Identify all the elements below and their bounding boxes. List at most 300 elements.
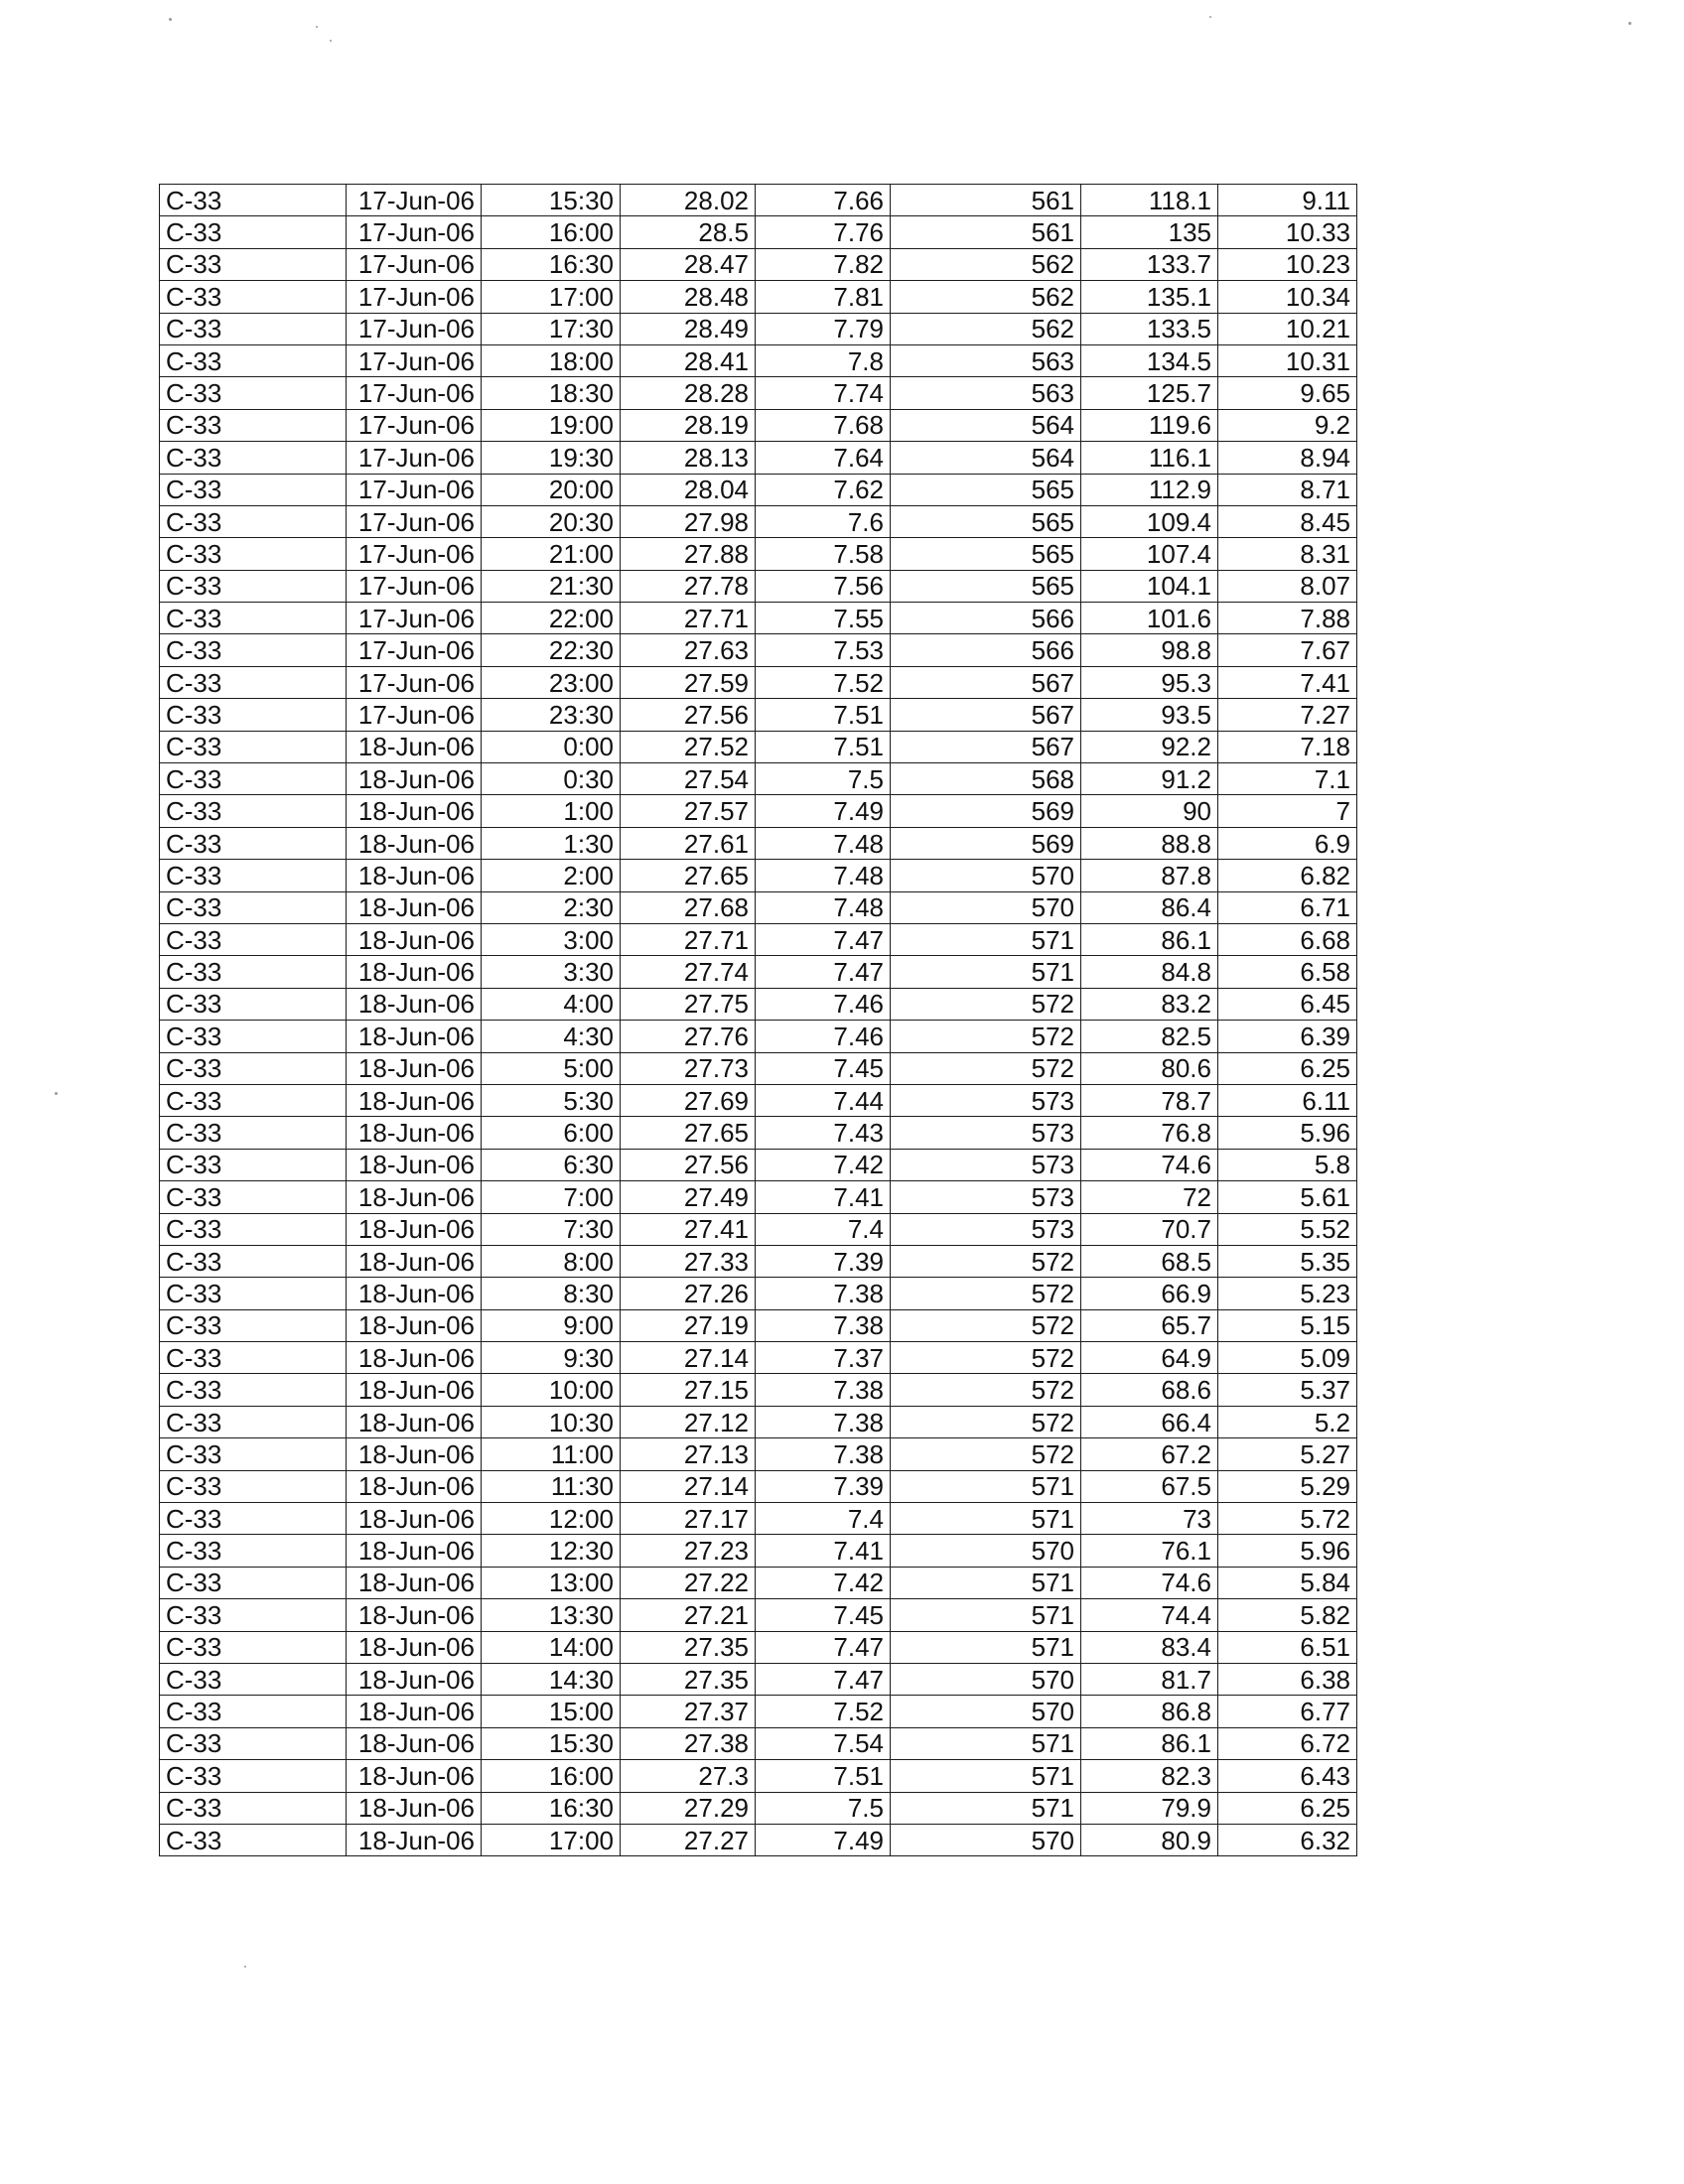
station-cell: C-33 [160,1727,347,1759]
value-cell-1: 27.54 [621,763,756,795]
table-row [160,1149,1357,1180]
value-cell-4: 116.1 [1081,442,1218,474]
value-cell-3: 567 [891,666,1081,698]
station-cell: C-33 [160,666,347,698]
table-row [160,956,1357,988]
table-row [160,795,1357,827]
value-cell-2: 7.38 [756,1309,891,1341]
value-cell-4: 65.7 [1081,1309,1218,1341]
value-cell-3: 561 [891,185,1081,216]
time-cell: 6:00 [482,1117,621,1149]
date-cell: 18-Jun-06 [347,1727,482,1759]
value-cell-5: 5.96 [1218,1117,1357,1149]
station-cell: C-33 [160,344,347,376]
value-cell-2: 7.47 [756,1663,891,1695]
station-cell: C-33 [160,827,347,859]
date-cell: 18-Jun-06 [347,1213,482,1245]
value-cell-3: 566 [891,603,1081,634]
value-cell-3: 563 [891,344,1081,376]
value-cell-1: 27.22 [621,1567,756,1598]
value-cell-2: 7.51 [756,1760,891,1792]
value-cell-2: 7.38 [756,1278,891,1309]
time-cell: 20:00 [482,474,621,505]
value-cell-2: 7.55 [756,603,891,634]
table-row [160,827,1357,859]
value-cell-5: 7.88 [1218,603,1357,634]
station-cell: C-33 [160,1631,347,1663]
time-cell: 6:30 [482,1149,621,1180]
value-cell-1: 27.69 [621,1084,756,1116]
value-cell-1: 27.29 [621,1792,756,1824]
station-cell: C-33 [160,1117,347,1149]
value-cell-5: 6.51 [1218,1631,1357,1663]
station-cell: C-33 [160,216,347,248]
station-cell: C-33 [160,505,347,537]
value-cell-4: 109.4 [1081,505,1218,537]
value-cell-3: 572 [891,1438,1081,1470]
date-cell: 17-Jun-06 [347,570,482,602]
station-cell: C-33 [160,1245,347,1277]
table-row [160,1503,1357,1535]
date-cell: 18-Jun-06 [347,891,482,923]
table-row [160,1760,1357,1792]
value-cell-3: 572 [891,988,1081,1020]
table-row [160,1663,1357,1695]
value-cell-4: 133.7 [1081,248,1218,280]
table-row [160,1406,1357,1437]
value-cell-4: 86.4 [1081,891,1218,923]
value-cell-1: 27.13 [621,1438,756,1470]
date-cell: 17-Jun-06 [347,313,482,344]
date-cell: 17-Jun-06 [347,281,482,313]
time-cell: 3:00 [482,923,621,955]
value-cell-5: 5.61 [1218,1181,1357,1213]
date-cell: 18-Jun-06 [347,1406,482,1437]
value-cell-2: 7.5 [756,1792,891,1824]
date-cell: 18-Jun-06 [347,1309,482,1341]
value-cell-4: 81.7 [1081,1663,1218,1695]
table-row [160,988,1357,1020]
value-cell-5: 5.09 [1218,1342,1357,1374]
value-cell-4: 90 [1081,795,1218,827]
value-cell-3: 570 [891,891,1081,923]
value-cell-2: 7.44 [756,1084,891,1116]
time-cell: 23:30 [482,699,621,731]
date-cell: 18-Jun-06 [347,827,482,859]
value-cell-5: 7.1 [1218,763,1357,795]
time-cell: 4:30 [482,1021,621,1052]
value-cell-1: 27.14 [621,1342,756,1374]
value-cell-3: 570 [891,1535,1081,1567]
value-cell-3: 573 [891,1117,1081,1149]
table-row [160,666,1357,698]
value-cell-3: 562 [891,248,1081,280]
value-cell-3: 573 [891,1181,1081,1213]
time-cell: 4:00 [482,988,621,1020]
value-cell-5: 5.72 [1218,1503,1357,1535]
time-cell: 5:00 [482,1052,621,1084]
value-cell-1: 27.75 [621,988,756,1020]
time-cell: 14:30 [482,1663,621,1695]
value-cell-5: 6.68 [1218,923,1357,955]
time-cell: 23:00 [482,666,621,698]
time-cell: 16:00 [482,216,621,248]
value-cell-1: 28.48 [621,281,756,313]
value-cell-4: 86.1 [1081,923,1218,955]
value-cell-5: 8.45 [1218,505,1357,537]
date-cell: 18-Jun-06 [347,1535,482,1567]
table-row [160,860,1357,891]
value-cell-1: 27.98 [621,505,756,537]
value-cell-3: 572 [891,1342,1081,1374]
value-cell-3: 573 [891,1149,1081,1180]
value-cell-3: 561 [891,216,1081,248]
time-cell: 17:30 [482,313,621,344]
value-cell-2: 7.45 [756,1052,891,1084]
station-cell: C-33 [160,1824,347,1855]
table-row [160,474,1357,505]
value-cell-5: 5.15 [1218,1309,1357,1341]
time-cell: 12:00 [482,1503,621,1535]
value-cell-5: 7.18 [1218,731,1357,762]
time-cell: 2:30 [482,891,621,923]
station-cell: C-33 [160,185,347,216]
table-row [160,344,1357,376]
value-cell-2: 7.45 [756,1599,891,1631]
value-cell-2: 7.51 [756,731,891,762]
value-cell-5: 7.67 [1218,634,1357,666]
date-cell: 18-Jun-06 [347,1117,482,1149]
value-cell-1: 27.26 [621,1278,756,1309]
value-cell-5: 5.37 [1218,1374,1357,1406]
table-row [160,248,1357,280]
value-cell-5: 6.38 [1218,1663,1357,1695]
value-cell-1: 28.41 [621,344,756,376]
value-cell-2: 7.48 [756,860,891,891]
date-cell: 18-Jun-06 [347,1503,482,1535]
value-cell-2: 7.41 [756,1181,891,1213]
value-cell-5: 7 [1218,795,1357,827]
value-cell-1: 27.12 [621,1406,756,1437]
value-cell-3: 571 [891,1470,1081,1502]
value-cell-4: 68.6 [1081,1374,1218,1406]
time-cell: 15:30 [482,1727,621,1759]
value-cell-4: 101.6 [1081,603,1218,634]
value-cell-1: 27.57 [621,795,756,827]
value-cell-1: 27.38 [621,1727,756,1759]
value-cell-5: 6.71 [1218,891,1357,923]
value-cell-4: 66.4 [1081,1406,1218,1437]
date-cell: 18-Jun-06 [347,1021,482,1052]
time-cell: 0:30 [482,763,621,795]
station-cell: C-33 [160,1438,347,1470]
time-cell: 17:00 [482,281,621,313]
station-cell: C-33 [160,1021,347,1052]
scan-speck [55,1092,58,1095]
station-cell: C-33 [160,1599,347,1631]
value-cell-4: 86.8 [1081,1696,1218,1727]
station-cell: C-33 [160,956,347,988]
value-cell-1: 27.14 [621,1470,756,1502]
time-cell: 1:00 [482,795,621,827]
station-cell: C-33 [160,860,347,891]
station-cell: C-33 [160,248,347,280]
value-cell-2: 7.8 [756,344,891,376]
value-cell-2: 7.47 [756,923,891,955]
value-cell-5: 5.82 [1218,1599,1357,1631]
value-cell-1: 27.49 [621,1181,756,1213]
value-cell-5: 8.71 [1218,474,1357,505]
value-cell-5: 9.11 [1218,185,1357,216]
value-cell-2: 7.42 [756,1567,891,1598]
value-cell-4: 80.9 [1081,1824,1218,1855]
value-cell-3: 567 [891,699,1081,731]
value-cell-3: 569 [891,795,1081,827]
station-cell: C-33 [160,1760,347,1792]
station-cell: C-33 [160,1663,347,1695]
value-cell-4: 83.4 [1081,1631,1218,1663]
station-cell: C-33 [160,1309,347,1341]
value-cell-5: 6.39 [1218,1021,1357,1052]
value-cell-1: 28.47 [621,248,756,280]
table-row [160,731,1357,762]
time-cell: 7:30 [482,1213,621,1245]
table-row [160,1309,1357,1341]
value-cell-3: 572 [891,1021,1081,1052]
value-cell-3: 571 [891,1792,1081,1824]
value-cell-2: 7.66 [756,185,891,216]
value-cell-4: 70.7 [1081,1213,1218,1245]
value-cell-4: 133.5 [1081,313,1218,344]
station-cell: C-33 [160,1278,347,1309]
station-cell: C-33 [160,538,347,570]
value-cell-2: 7.5 [756,763,891,795]
value-cell-1: 27.56 [621,699,756,731]
value-cell-2: 7.4 [756,1503,891,1535]
value-cell-4: 91.2 [1081,763,1218,795]
value-cell-1: 27.65 [621,1117,756,1149]
date-cell: 17-Jun-06 [347,248,482,280]
value-cell-2: 7.81 [756,281,891,313]
value-cell-1: 27.21 [621,1599,756,1631]
value-cell-2: 7.62 [756,474,891,505]
value-cell-4: 67.2 [1081,1438,1218,1470]
value-cell-2: 7.48 [756,891,891,923]
time-cell: 13:00 [482,1567,621,1598]
value-cell-2: 7.82 [756,248,891,280]
value-cell-4: 72 [1081,1181,1218,1213]
value-cell-3: 571 [891,1567,1081,1598]
value-cell-2: 7.56 [756,570,891,602]
table-row [160,1727,1357,1759]
value-cell-1: 27.63 [621,634,756,666]
table-row [160,1278,1357,1309]
station-cell: C-33 [160,603,347,634]
value-cell-2: 7.41 [756,1535,891,1567]
table-row [160,538,1357,570]
date-cell: 18-Jun-06 [347,1696,482,1727]
table-row [160,603,1357,634]
value-cell-5: 10.33 [1218,216,1357,248]
value-cell-5: 10.23 [1218,248,1357,280]
table-row [160,1245,1357,1277]
date-cell: 17-Jun-06 [347,699,482,731]
value-cell-3: 571 [891,1631,1081,1663]
scan-speck [1209,16,1211,18]
value-cell-4: 76.8 [1081,1117,1218,1149]
value-cell-4: 119.6 [1081,409,1218,441]
value-cell-4: 93.5 [1081,699,1218,731]
date-cell: 17-Jun-06 [347,634,482,666]
value-cell-3: 571 [891,1727,1081,1759]
value-cell-3: 570 [891,860,1081,891]
time-cell: 16:30 [482,1792,621,1824]
time-cell: 12:30 [482,1535,621,1567]
date-cell: 18-Jun-06 [347,731,482,762]
value-cell-5: 5.27 [1218,1438,1357,1470]
value-cell-3: 563 [891,377,1081,409]
time-cell: 22:00 [482,603,621,634]
time-cell: 13:30 [482,1599,621,1631]
value-cell-1: 27.3 [621,1760,756,1792]
table-row [160,763,1357,795]
table-row [160,1374,1357,1406]
value-cell-1: 28.02 [621,185,756,216]
table-row [160,1213,1357,1245]
value-cell-1: 27.61 [621,827,756,859]
value-cell-2: 7.53 [756,634,891,666]
value-cell-3: 565 [891,505,1081,537]
date-cell: 18-Jun-06 [347,988,482,1020]
value-cell-4: 82.3 [1081,1760,1218,1792]
value-cell-4: 79.9 [1081,1792,1218,1824]
time-cell: 11:00 [482,1438,621,1470]
value-cell-2: 7.43 [756,1117,891,1149]
station-cell: C-33 [160,1052,347,1084]
date-cell: 18-Jun-06 [347,1052,482,1084]
table-row [160,1599,1357,1631]
table-row [160,505,1357,537]
time-cell: 15:00 [482,1696,621,1727]
value-cell-3: 562 [891,281,1081,313]
value-cell-3: 572 [891,1052,1081,1084]
value-cell-2: 7.76 [756,216,891,248]
table-row [160,1438,1357,1470]
value-cell-4: 73 [1081,1503,1218,1535]
value-cell-5: 8.07 [1218,570,1357,602]
value-cell-3: 565 [891,474,1081,505]
value-cell-3: 572 [891,1278,1081,1309]
station-cell: C-33 [160,1406,347,1437]
table-row [160,313,1357,344]
time-cell: 2:00 [482,860,621,891]
value-cell-2: 7.47 [756,1631,891,1663]
value-cell-5: 5.52 [1218,1213,1357,1245]
date-cell: 17-Jun-06 [347,216,482,248]
scan-speck [169,18,172,21]
scan-speck [1628,22,1631,25]
table-row [160,1084,1357,1116]
table-row [160,1052,1357,1084]
value-cell-3: 565 [891,538,1081,570]
date-cell: 18-Jun-06 [347,1470,482,1502]
value-cell-5: 9.65 [1218,377,1357,409]
value-cell-4: 68.5 [1081,1245,1218,1277]
value-cell-5: 6.82 [1218,860,1357,891]
value-cell-3: 572 [891,1374,1081,1406]
value-cell-5: 6.77 [1218,1696,1357,1727]
date-cell: 18-Jun-06 [347,1245,482,1277]
station-cell: C-33 [160,1696,347,1727]
date-cell: 18-Jun-06 [347,1599,482,1631]
value-cell-3: 571 [891,1760,1081,1792]
date-cell: 18-Jun-06 [347,1567,482,1598]
value-cell-1: 27.33 [621,1245,756,1277]
value-cell-5: 10.21 [1218,313,1357,344]
time-cell: 10:30 [482,1406,621,1437]
value-cell-3: 565 [891,570,1081,602]
value-cell-1: 27.71 [621,603,756,634]
value-cell-2: 7.46 [756,1021,891,1052]
value-cell-5: 5.29 [1218,1470,1357,1502]
table-row [160,216,1357,248]
time-cell: 5:30 [482,1084,621,1116]
date-cell: 17-Jun-06 [347,474,482,505]
value-cell-5: 5.8 [1218,1149,1357,1180]
value-cell-2: 7.54 [756,1727,891,1759]
table-row [160,1470,1357,1502]
value-cell-1: 28.5 [621,216,756,248]
value-cell-3: 570 [891,1696,1081,1727]
value-cell-3: 571 [891,1599,1081,1631]
time-cell: 0:00 [482,731,621,762]
value-cell-5: 5.2 [1218,1406,1357,1437]
value-cell-4: 64.9 [1081,1342,1218,1374]
measurement-table [159,184,1357,1856]
date-cell: 18-Jun-06 [347,1149,482,1180]
time-cell: 16:00 [482,1760,621,1792]
table-row [160,442,1357,474]
value-cell-3: 569 [891,827,1081,859]
date-cell: 18-Jun-06 [347,1824,482,1855]
value-cell-5: 7.41 [1218,666,1357,698]
date-cell: 18-Jun-06 [347,763,482,795]
value-cell-4: 74.6 [1081,1567,1218,1598]
value-cell-5: 8.94 [1218,442,1357,474]
value-cell-1: 28.49 [621,313,756,344]
station-cell: C-33 [160,891,347,923]
value-cell-3: 570 [891,1663,1081,1695]
table-row [160,1342,1357,1374]
value-cell-3: 570 [891,1824,1081,1855]
value-cell-1: 27.23 [621,1535,756,1567]
value-cell-4: 78.7 [1081,1084,1218,1116]
value-cell-1: 27.73 [621,1052,756,1084]
value-cell-3: 564 [891,409,1081,441]
value-cell-2: 7.37 [756,1342,891,1374]
time-cell: 10:00 [482,1374,621,1406]
date-cell: 17-Jun-06 [347,505,482,537]
value-cell-2: 7.52 [756,1696,891,1727]
value-cell-5: 9.2 [1218,409,1357,441]
time-cell: 22:30 [482,634,621,666]
date-cell: 17-Jun-06 [347,603,482,634]
time-cell: 1:30 [482,827,621,859]
value-cell-4: 88.8 [1081,827,1218,859]
value-cell-4: 135.1 [1081,281,1218,313]
time-cell: 11:30 [482,1470,621,1502]
date-cell: 18-Jun-06 [347,1374,482,1406]
